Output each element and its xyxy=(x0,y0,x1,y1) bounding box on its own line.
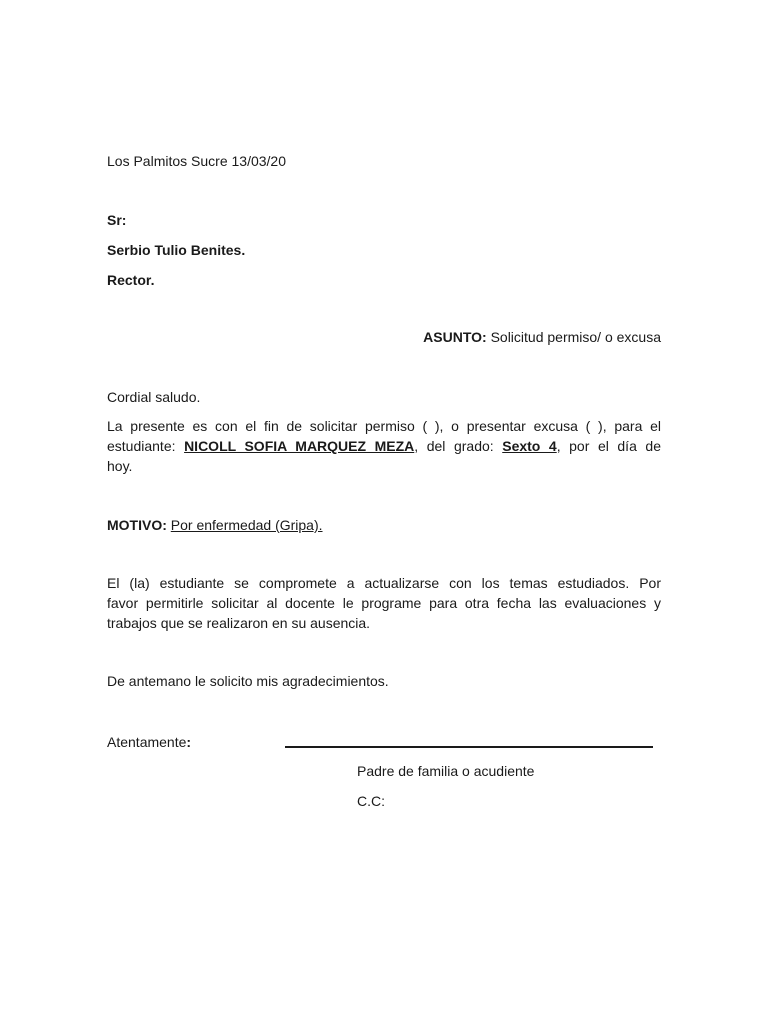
paragraph-commitment-line-1: El (la) estudiante se compromete a actualizarse con los temas estudiados. Por xyxy=(107,575,661,591)
subject-text: Solicitud permiso/ o excusa xyxy=(486,329,661,345)
paragraph-commitment-line-2: favor permitirle solicitar al docente le programe para otra fecha las evaluaciones y xyxy=(107,595,661,611)
paragraph-request xyxy=(107,416,661,476)
paragraph-commitment-line-3: trabajos que se realizaron en su ausencia. xyxy=(107,615,371,631)
student-name: NICOLL SOFIA MARQUEZ MEZA xyxy=(184,438,415,454)
line-suffix: , por el día de xyxy=(556,438,661,454)
signature-line xyxy=(285,746,653,748)
grade-value: Sexto 4 xyxy=(502,438,557,454)
salutation-title: Sr: xyxy=(107,212,127,228)
id-label: C.C: xyxy=(357,793,385,809)
subject-line xyxy=(423,328,661,346)
motive-label: MOTIVO: xyxy=(107,517,167,533)
subject-label: ASUNTO: xyxy=(423,329,487,345)
paragraph-request-line-3: hoy. xyxy=(107,458,133,474)
student-prefix: estudiante: xyxy=(107,438,185,454)
paragraph-request-line-2 xyxy=(107,436,661,456)
closing xyxy=(107,733,191,751)
recipient-name: Serbio Tulio Benites. xyxy=(107,242,246,258)
motive-line xyxy=(107,516,323,534)
signer-role: Padre de familia o acudiente xyxy=(357,763,535,779)
paragraph-request-line-1: La presente es con el fin de solicitar permiso ( ), o presentar excusa ( ), para el xyxy=(107,418,661,434)
place-date: Los Palmitos Sucre 13/03/20 xyxy=(107,153,286,169)
grade-prefix: , del grado: xyxy=(414,438,503,454)
closing-text: Atentamente xyxy=(107,734,187,750)
closing-colon: : xyxy=(186,734,192,750)
greeting: Cordial saludo. xyxy=(107,389,201,405)
motive-text: Por enfermedad (Gripa). xyxy=(170,517,323,533)
thanks: De antemano le solicito mis agradecimientos. xyxy=(107,673,389,689)
paragraph-commitment xyxy=(107,573,661,633)
recipient-role: Rector. xyxy=(107,272,155,288)
